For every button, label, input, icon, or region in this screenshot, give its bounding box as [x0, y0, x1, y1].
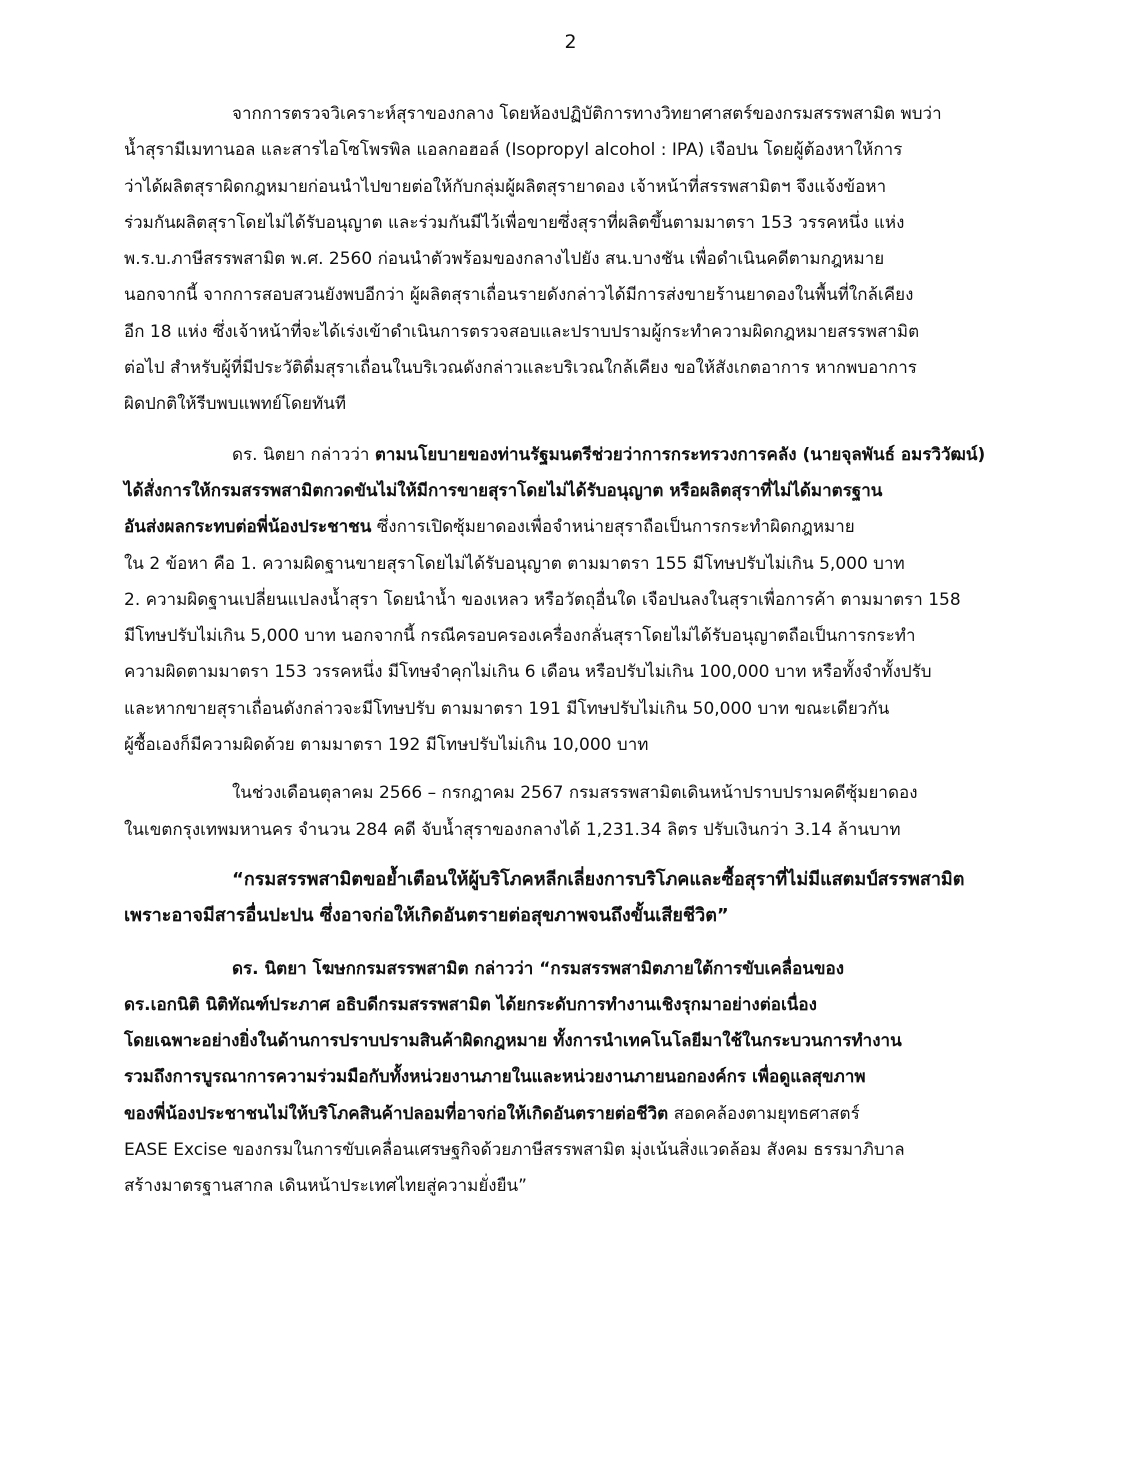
text-line: ผู้ซื้อเองก็มีความผิดด้วย ตามมาตรา 192 มีโทษปรับไม่เกิน 10,000 บาท — [124, 735, 649, 756]
paragraph-statistics — [124, 775, 1018, 848]
text-bold: ของพี่น้องประชาชนไม่ให้บริโภคสินค้าปลอมที่อาจก่อให้เกิดอันตรายต่อชีวิต — [124, 1103, 669, 1124]
text-line: ในเขตกรุงเทพมหานคร จำนวน 284 คดี จับน้ำสุราของกลางได้ 1,231.34 ลิตร ปรับเงินกว่า 3.14 ล้านบาท — [124, 819, 901, 840]
text-line: อีก 18 แห่ง ซึ่งเจ้าหน้าที่จะได้เร่งเข้าดำเนินการตรวจสอบและปราบปรามผู้กระทำความผิดกฎหมายสรรพสามิต — [124, 321, 920, 342]
text-line — [124, 437, 1018, 473]
text-line: สร้างมาตรฐานสากล เดินหน้าประเทศไทยสู่ความยั่งยืน” — [124, 1176, 527, 1197]
text-line: และหากขายสุราเถื่อนดังกล่าวจะมีโทษปรับ ตามมาตรา 191 มีโทษปรับไม่เกิน 50,000 บาท ขณะเดียวกัน — [124, 698, 890, 719]
text-plain: สอดคล้องตามยุทธศาสตร์ — [668, 1103, 860, 1124]
text-line: ได้สั่งการให้กรมสรรพสามิตกวดขันไม่ให้มีการขายสุราโดยไม่ได้รับอนุญาต หรือผลิตสุราที่ไม่ได้มาตรฐาน — [124, 480, 883, 501]
text-line — [124, 1096, 1018, 1132]
page-number: 2 — [564, 31, 577, 53]
text-line: EASE Excise ของกรมในการขับเคลื่อนเศรษฐกิจด้วยภาษีสรรพสามิต มุ่งเน้นสิ่งแวดล้อม สังคม ธรรมาภิบาล — [124, 1140, 905, 1161]
text-line: จากการตรวจวิเคราะห์สุราของกลาง โดยห้องปฏิบัติการทางวิทยาศาสตร์ของกรมสรรพสามิต พบว่า — [232, 104, 942, 124]
text-line: ดร. นิตยา โฆษกกรมสรรพสามิต กล่าวว่า “กรมสรรพสามิตภายใต้การขับเคลื่อนของ — [232, 958, 845, 979]
text-line — [124, 509, 1018, 545]
text-line: ผิดปกติให้รีบพบแพทย์โดยทันที — [124, 394, 347, 415]
text-line: ในช่วงเดือนตุลาคม 2566 – กรกฎาคม 2567 กรมสรรพสามิตเดินหน้าปราบปรามคดีซุ้มยาดอง — [232, 783, 918, 804]
text-line: 2. ความผิดฐานเปลี่ยนแปลงน้ำสุรา โดยนำน้ำ ของเหลว หรือวัตถุอื่นใด เจือปนลงในสุราเพื่อการค้า ตามมาตรา 158 — [124, 589, 961, 610]
document-body — [124, 96, 1018, 1205]
text-line: ความผิดตามมาตรา 153 วรรคหนึ่ง มีโทษจำคุกไม่เกิน 6 เดือน หรือปรับไม่เกิน 100,000 บาท หรือทั้งจำทั้งปรับ — [124, 662, 932, 683]
text-line: มีโทษปรับไม่เกิน 5,000 บาท นอกจากนี้ กรณีครอบครองเครื่องกลั่นสุราโดยไม่ได้รับอนุญาตถือเป็นการกระทำ — [124, 626, 916, 647]
paragraph-lab-analysis — [124, 96, 1018, 423]
text-line: ดร.เอกนิติ นิติทัณฑ์ประภาศ อธิบดีกรมสรรพสามิต ได้ยกระดับการทำงานเชิงรุกมาอย่างต่อเนื่อง — [124, 994, 817, 1015]
text-line: ใน 2 ข้อหา คือ 1. ความผิดฐานขายสุราโดยไม่ได้รับอนุญาต ตามมาตรา 155 มีโทษปรับไม่เกิน 5,000 บาท — [124, 553, 905, 574]
text-line: โดยเฉพาะอย่างยิ่งในด้านการปราบปรามสินค้าผิดกฎหมาย ทั้งการนำเทคโนโลยีมาใช้ในกระบวนการทำงาน — [124, 1031, 902, 1052]
text-line: พ.ร.บ.ภาษีสรรพสามิต พ.ศ. 2560 ก่อนนำตัวพร้อมของกลางไปยัง สน.บางชัน เพื่อดำเนินคดีตามกฎหมาย — [124, 249, 885, 270]
text-plain: ซึ่งการเปิดซุ้มยาดองเพื่อจำหน่ายสุราถือเป็นการกระทำผิดกฎหมาย — [371, 517, 855, 538]
text-line: น้ำสุรามีเมทานอล และสารไอโซโพรพิล แอลกอฮอล์ (Isopropyl alcohol : IPA) เจือปน โดยผู้ต้องหาให้การ — [124, 140, 903, 161]
paragraph-warning-quote — [124, 862, 1018, 935]
text-line: ต่อไป สำหรับผู้ที่มีประวัติดื่มสุราเถื่อนในบริเวณดังกล่าวและบริเวณใกล้เคียง ขอให้สังเกตอาการ หากพบอาการ — [124, 358, 917, 379]
paragraph-policy-penalties — [124, 437, 1018, 764]
text-line: ร่วมกันผลิตสุราโดยไม่ได้รับอนุญาต และร่วมกันมีไว้เพื่อขายซึ่งสุราที่ผลิตขึ้นตามมาตรา 153 วรรคหนึ่ง แห่ง — [124, 212, 905, 233]
text-line: ว่าได้ผลิตสุราผิดกฎหมายก่อนนำไปขายต่อให้กับกลุ่มผู้ผลิตสุรายาดอง เจ้าหน้าที่สรรพสามิตฯ จึงแจ้งข้อหา — [124, 176, 887, 197]
paragraph-spokesperson-statement — [124, 951, 1018, 1205]
text-bold: อันส่งผลกระทบต่อพี่น้องประชาชน — [124, 517, 372, 538]
text-bold: ตามนโยบายของท่านรัฐมนตรีช่วยว่าการกระทรวงการคลัง (นายจุลพันธ์ อมรวิวัฒน์) — [374, 444, 986, 465]
text-line: “กรมสรรพสามิตขอย้ำเตือนให้ผู้บริโภคหลีกเลี่ยงการบริโภคและซื้อสุราที่ไม่มีแสตมป์สรรพสามิต — [232, 868, 965, 890]
text-line: เพราะอาจมีสารอื่นปะปน ซึ่งอาจก่อให้เกิดอันตรายต่อสุขภาพจนถึงขั้นเสียชีวิต” — [124, 905, 729, 927]
text-line: รวมถึงการบูรณาการความร่วมมือกับทั้งหน่วยงานภายในและหน่วยงานภายนอกองค์กร เพื่อดูแลสุขภาพ — [124, 1067, 866, 1088]
text-line: นอกจากนี้ จากการสอบสวนยังพบอีกว่า ผู้ผลิตสุราเถื่อนรายดังกล่าวได้มีการส่งขายร้านยาดองในพื้นที่ใกล้เคียง — [124, 285, 914, 306]
text-plain: ดร. นิตยา กล่าวว่า — [232, 444, 375, 465]
